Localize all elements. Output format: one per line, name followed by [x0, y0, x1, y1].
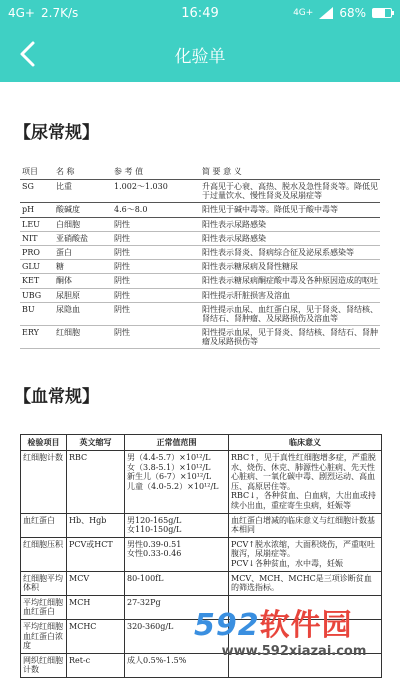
blood-cell: 血红蛋白增减的临床意义与红细胞计数基本相同 — [229, 513, 382, 537]
urine-cell: 尿隐血 — [54, 302, 112, 325]
urine-table-row — [20, 203, 380, 217]
urine-section-title: 【尿常规】 — [14, 123, 99, 143]
blood-cell: 红细胞平均体积 — [21, 571, 67, 595]
urine-cell: 阳性提示血尿、血红蛋白尿，见于肾炎、肾结核、肾结石、肾肿瘤、及尿路损伤及溶血等 — [200, 302, 380, 325]
urine-cell: 阳性表示糖尿病酮症酸中毒及各种原因造成的呕吐 — [200, 274, 380, 288]
blood-cell: 平均红细胞血红蛋白 — [21, 595, 67, 619]
urine-cell: SG — [20, 180, 54, 203]
nav-bar — [0, 26, 400, 82]
urine-cell: 阳性表示尿路感染 — [200, 217, 380, 231]
watermark-number: 592 — [194, 608, 260, 643]
blood-cell: 血红蛋白 — [21, 513, 67, 537]
urine-cell: 阴性 — [112, 326, 200, 349]
urine-header-3: 简 要 意 义 — [200, 164, 380, 180]
urine-table-row — [20, 245, 380, 259]
urine-table-row — [20, 274, 380, 288]
urine-cell: 阴性 — [112, 260, 200, 274]
watermark-logo — [194, 600, 394, 662]
blood-cell: MCV、MCH、MCHC是三项诊断贫血的筛选指标。 — [229, 571, 382, 595]
blood-cell: 平均红细胞血红蛋白浓度 — [21, 619, 67, 653]
urine-cell: 酮体 — [54, 274, 112, 288]
blood-cell: 红细胞压积 — [21, 537, 67, 571]
urine-cell: 升高见于心衰、高热、脱水及急性肾炎等。降低见于过量饮水、慢性肾炎及尿崩症等 — [200, 180, 380, 203]
blood-section-title: 【血常规】 — [14, 387, 99, 407]
network-type: 4G+ — [8, 6, 35, 20]
urine-cell: 1.002～1.030 — [112, 180, 200, 203]
page-title: 化验单 — [174, 46, 226, 67]
urine-cell: 阴性 — [112, 245, 200, 259]
urine-cell: 阴性 — [112, 231, 200, 245]
signal-label: 4G+ — [293, 8, 314, 18]
blood-cell: RBC — [67, 451, 125, 514]
urine-cell: 阴性 — [112, 302, 200, 325]
urine-cell: 酸碱度 — [54, 203, 112, 217]
blood-header-3: 临床意义 — [229, 435, 382, 451]
blood-cell: Hb、Hgb — [67, 513, 125, 537]
urine-cell: 阳性提示血尿，见于肾炎、肾结核、肾结石、肾肿瘤及尿路损伤等 — [200, 326, 380, 349]
back-arrow-icon[interactable] — [16, 40, 40, 68]
urine-cell: ERY — [20, 326, 54, 349]
blood-cell: 红细胞计数 — [21, 451, 67, 514]
urine-cell: GLU — [20, 260, 54, 274]
watermark-name: 软件园 — [259, 608, 353, 643]
blood-cell: MCV — [67, 571, 125, 595]
urine-cell: 红细胞 — [54, 326, 112, 349]
blood-table-row — [21, 537, 382, 571]
urine-cell: NIT — [20, 231, 54, 245]
urine-header-1: 名 称 — [54, 164, 112, 180]
urine-table-row — [20, 231, 380, 245]
network-speed: 2.7K/s — [41, 6, 79, 20]
battery-icon — [372, 8, 392, 18]
urine-cell: 白细胞 — [54, 217, 112, 231]
blood-cell: RBC↑，见于真性红细胞增多症，严重脱水、烧伤、休克、肺源性心脏病、先天性心脏病、一氧化碳中毒、剧烈运动、高血压、高原居住等。 RBC↓，各种贫血、白血病，大出血或持续小出血，重症寄生虫病，妊娠等 — [229, 451, 382, 514]
urine-cell: 亚硝酸盐 — [54, 231, 112, 245]
clock: 16:49 — [181, 5, 219, 21]
urine-cell: 4.6～8.0 — [112, 203, 200, 217]
urine-table-row — [20, 288, 380, 302]
blood-cell: 网织红细胞计数 — [21, 653, 67, 677]
urine-cell: BU — [20, 302, 54, 325]
urine-cell: 尿胆原 — [54, 288, 112, 302]
urine-cell: pH — [20, 203, 54, 217]
blood-cell: 男120-165g/L 女110-150g/L — [125, 513, 229, 537]
report-content[interactable] — [0, 82, 400, 675]
urine-cell: UBG — [20, 288, 54, 302]
urine-cell: 蛋白 — [54, 245, 112, 259]
urine-cell: PRO — [20, 245, 54, 259]
urine-table-row — [20, 302, 380, 325]
blood-cell: 320-360g/L — [125, 619, 229, 653]
blood-header-1: 英文缩写 — [67, 435, 125, 451]
signal-icon — [319, 7, 333, 19]
blood-table-row — [21, 451, 382, 514]
urine-table — [20, 164, 380, 349]
urine-cell: 阳性见于碱中毒等。降低见于酸中毒等 — [200, 203, 380, 217]
urine-header-2: 参 考 值 — [112, 164, 200, 180]
urine-header-0: 项目 — [20, 164, 54, 180]
battery-percent: 68% — [339, 6, 366, 20]
urine-cell: 阳性表示尿路感染 — [200, 231, 380, 245]
blood-table-row — [21, 571, 382, 595]
blood-header-0: 检验项目 — [21, 435, 67, 451]
urine-cell: KET — [20, 274, 54, 288]
urine-table-row — [20, 217, 380, 231]
urine-cell: 糖 — [54, 260, 112, 274]
blood-cell: 男（4.4-5.7）×10¹²/L 女（3.8-5.1）×10¹²/L 新生儿（6-7）×10¹²/L 儿童（4.0-5.2）×10¹²/L — [125, 451, 229, 514]
urine-cell: LEU — [20, 217, 54, 231]
urine-cell: 阴性 — [112, 288, 200, 302]
blood-cell: PCV↑脱水浓缩，大面积烧伤，严重呕吐腹泻，尿崩症等。 PCV↓各种贫血，水中毒，妊娠 — [229, 537, 382, 571]
urine-cell: 阴性 — [112, 274, 200, 288]
urine-table-row — [20, 180, 380, 203]
urine-cell: 阳性表示肾炎、肾病综合征及泌尿系感染等 — [200, 245, 380, 259]
blood-cell: 成人0.5%-1.5% — [125, 653, 229, 677]
blood-cell: MCH — [67, 595, 125, 619]
blood-cell: PCV或HCT — [67, 537, 125, 571]
status-bar — [0, 0, 400, 26]
urine-cell: 阳性提示肝脏损害及溶血 — [200, 288, 380, 302]
blood-cell: MCHC — [67, 619, 125, 653]
blood-table-row — [21, 513, 382, 537]
blood-cell: 27-32Pg — [125, 595, 229, 619]
watermark-url: www.592xiazai.com — [221, 644, 367, 659]
urine-cell: 阴性 — [112, 217, 200, 231]
blood-cell: Ret-c — [67, 653, 125, 677]
blood-header-2: 正常值范围 — [125, 435, 229, 451]
blood-cell: 80-100fL — [125, 571, 229, 595]
urine-table-row — [20, 260, 380, 274]
urine-cell: 阳性表示糖尿病及肾性糖尿 — [200, 260, 380, 274]
blood-cell: 男性0.39-0.51 女性0.33-0.46 — [125, 537, 229, 571]
urine-table-row — [20, 326, 380, 349]
urine-cell: 比重 — [54, 180, 112, 203]
